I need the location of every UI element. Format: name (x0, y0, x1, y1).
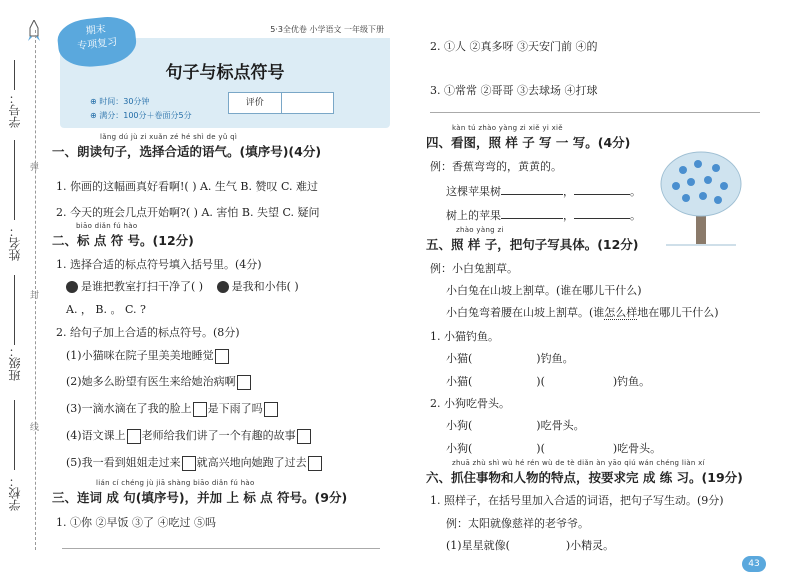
answer-box[interactable] (308, 456, 322, 471)
section-pinyin: zhuā zhù shì wù hé rén wù de tè diǎn àn yāo qiú wán chéng liàn xí (452, 459, 705, 467)
avatar-icon (66, 281, 78, 293)
fill-line: 小猫( )( )钓鱼。 (446, 375, 651, 388)
student-no-label: 学号： (8, 92, 22, 128)
answer-blank[interactable] (501, 208, 563, 219)
name-label: 姓名： (8, 225, 22, 261)
question-text: 3. ①常常 ②哥哥 ③去球场 ④打球 (430, 84, 598, 97)
answer-box[interactable] (237, 375, 251, 390)
margin-mark: 线 (30, 423, 40, 433)
section-pinyin: lián cí chéng jù jiā shàng biāo diǎn fú hào (96, 479, 255, 487)
right-page (400, 0, 800, 582)
avatar-icon (217, 281, 229, 293)
options-text: A. ， B. 。 C. ? (66, 303, 146, 316)
class-label: 班级： (8, 345, 22, 381)
question-text: 1. 你画的这幅画真好看啊!( ) A. 生气 B. 赞叹 C. 难过 (56, 180, 319, 193)
fill-line: 小狗( )( )吃骨头。 (446, 442, 662, 455)
answer-box[interactable] (182, 456, 196, 471)
sentence-line: (1)小猫咪在院子里美美地睡觉 (66, 347, 230, 364)
score-info: ⊕ 满分：100分＋卷面分5分 (90, 111, 192, 120)
fill-line: (1)星星就像( )小精灵。 (446, 539, 615, 552)
review-badge: 期末 专项复习 (56, 14, 139, 70)
section-6-title: 六、抓住事物和人物的特点，按要求完 成 练 习。(19分) (426, 470, 743, 485)
question-text: 1. 照样子，在括号里加入合适的词语，把句子写生动。(9分) (430, 494, 724, 507)
section-pinyin: lǎng dú jù zi xuǎn zé hé shì de yǔ qì (100, 133, 238, 141)
margin-mark: 弹 (30, 163, 40, 173)
example-text: 小白兔在山坡上割草。(谁在哪儿干什么) (446, 284, 642, 297)
section-pinyin: biāo diǎn fú hào (76, 222, 138, 230)
page-title: 句子与标点符号 (165, 63, 285, 83)
example-text: 小白兔弯着腰在山坡上割草。(谁怎么样地在哪儿干什么) (446, 306, 719, 319)
question-text: 2. 小狗吃骨头。 (430, 397, 510, 410)
apple-tree-image (658, 148, 744, 248)
example-text: 例：太阳就像慈祥的老爷爷。 (446, 517, 589, 530)
section-pinyin: kàn tú zhào yàng zi xiě yi xiě (452, 124, 563, 132)
fill-line: 小猫( )钓鱼。 (446, 352, 574, 365)
question-text: 2. 给句子加上合适的标点符号。(8分) (56, 326, 240, 339)
question-text: 2. ①人 ②真多呀 ③天安门前 ④的 (430, 40, 598, 53)
section-4-title: 四、看图，照 样 子 写 一 写。(4分) (426, 135, 631, 150)
sentence-line: (2)她多么盼望有医生来给她治病啊 (66, 373, 252, 390)
page-number: 43 (742, 556, 766, 572)
evaluation-field[interactable] (282, 93, 334, 113)
section-5-title: 五、照 样 子，把句子写具体。(12分) (426, 237, 639, 252)
answer-line[interactable] (430, 112, 760, 113)
rocket-icon (28, 20, 40, 42)
example-text: 例：香蕉弯弯的，黄黄的。 (430, 160, 562, 173)
answer-box[interactable] (193, 402, 207, 417)
section-2-title: 二、标 点 符 号。(12分) (52, 233, 194, 248)
question-text: 1. 选择合适的标点符号填入括号里。(4分) (56, 258, 262, 271)
fill-line: 小狗( )吃骨头。 (446, 419, 585, 432)
section-1-title: 一、朗读句子，选择合适的语气。(填序号)(4分) (52, 144, 322, 159)
answer-line[interactable] (62, 548, 380, 549)
evaluation-box (228, 92, 334, 114)
binding-margin (0, 0, 46, 582)
answer-box[interactable] (264, 402, 278, 417)
question-text: 1. 小猫钓鱼。 (430, 330, 499, 343)
question-line: 是谁把教室打扫干净了( ) 是我和小伟( ) (66, 278, 299, 294)
answer-blank[interactable] (574, 184, 630, 195)
school-label: 学校： (8, 475, 22, 511)
question-text: 1. ①你 ②早饭 ③了 ④吃过 ⑤吗 (56, 516, 216, 529)
fill-line: 这棵苹果树 ， 。 (446, 185, 641, 198)
sentence-line: (4)语文课上 老师给我们讲了一个有趣的故事 (66, 427, 312, 444)
question-text: 2. 今天的班会几点开始啊?( ) A. 害怕 B. 失望 C. 疑问 (56, 206, 320, 219)
sentence-line: (3)一滴水滴在了我的脸上 是下雨了吗 (66, 400, 279, 417)
series-label: 5·3全优卷 小学语文 一年级下册 (270, 25, 384, 34)
margin-mark: 封 (30, 291, 40, 301)
worksheet-header (60, 22, 390, 128)
fill-line: 树上的苹果 ， 。 (446, 209, 641, 222)
answer-box[interactable] (297, 429, 311, 444)
answer-box[interactable] (215, 349, 229, 364)
answer-blank[interactable] (574, 208, 630, 219)
evaluation-label: 评价 (229, 93, 282, 113)
answer-box[interactable] (127, 429, 141, 444)
section-pinyin: zhào yàng zi (456, 226, 504, 234)
sentence-line: (5)我一看到姐姐走过来 就高兴地向她跑了过去 (66, 454, 323, 471)
section-3-title: 三、连词 成 句(填序号)，并加 上 标 点 符号。(9分) (52, 490, 348, 505)
answer-blank[interactable] (501, 184, 563, 195)
example-text: 例：小白兔割草。 (430, 262, 518, 275)
time-info: ⊕ 时间：30分钟 (90, 97, 150, 106)
